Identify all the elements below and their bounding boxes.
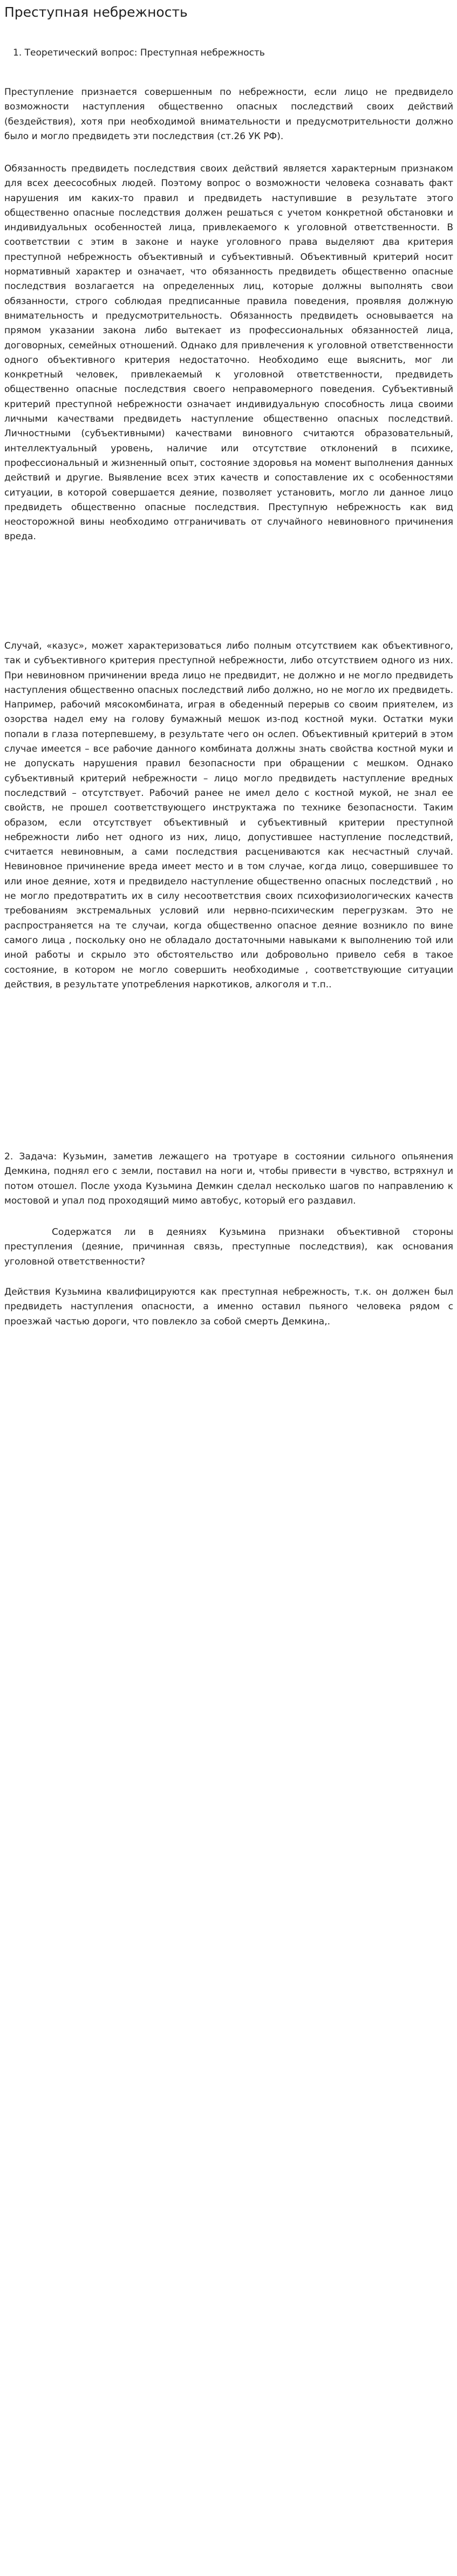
- paragraph-question: Содержатся ли в деяниях Кузьмина признаки объективной стороны преступления (деяние, причинная связь, преступные последствия), как основания уголовной ответственности?: [4, 1227, 453, 1267]
- paragraph-criteria: Обязанность предвидеть последствия своих действий является характерным признаком для всех деесособных людей. Поэтому вопрос о возможности человека сознавать факт нарушения им каких-то правил и предвидеть наступившие в результате этого общественно опасные последствия должен решаться с учетом конкретной обстановки и индивидуальных особенностей лица, привлекаемого к уголовной ответственности. В соответствии с этим в законе и науке уголовного права выделяют два критерия преступной небрежность объективный и субъективный. Объективный критерий носит нормативный характер и означает, что обязанность предвидеть общественно опасные последствия возлагается на определенных лиц, которые должны выполнять свои обязанности, строго соблюдая предписанные правила поведения, проявляя должную внимательность и предусмотрительность. Обязанность предвидеть основывается на прямом указании закона либо вытекает из профессиональных обязанностей лица, договорных, семейных отношений. Однако для привлечения к уголовной ответственности одного объективного критерия недостаточно. Необходимо еще выяснить, мог ли конкретный человек, привлекаемый к уголовной ответственности, предвидеть общественно опасные последствия своего неправомерного поведения. Субъективный критерий преступной небрежности означает индивидуальную способность лица своими личными качествами предвидеть наступление общественно опасных последствий. Личностными (субъективными) качествами виновного считаются образовательный, интеллектуальный уровень, наличие или отсутствие отклонений в психике, профессиональный и жизненный опыт, состояние здоровья на момент выполнения данных действий и другие. Выявление всех этих качеств и сопоставление их с особенностями ситуации, в которой совершается деяние, позволяет установить, могло ли данное лицо предвидеть общественно опасные последствия. Преступную небрежность как вид неосторожной вины необходимо отграничивать от случайного невиновного причинения вреда.: [4, 163, 453, 542]
- paragraph-task: 2. Задача: Кузьмин, заметив лежащего на тротуаре в состоянии сильного опьянения Демкина, поднял его с земли, поставил на ноги и, чтобы привести в чувство, встряхнул и потом отошел. После ухода Кузьмина Демкин сделал несколько шагов по направлению к мостовой и упал под проходящий мимо автобус, который его раздавил.: [4, 1151, 453, 1206]
- paragraph-answer: Действия Кузьмина квалифицируются как преступная небрежность, т.к. он должен был предвидеть наступления опасности, а именно оставил пьяного человека рядом с проезжай частью дороги, что повлекло за собой смерть Демкина,.: [4, 1287, 453, 1327]
- paragraph-definition: Преступление признается совершенным по небрежности, если лицо не предвидело возможности наступления общественно опасных последствий своих действий (бездействия), хотя при необходимой внимательности и предусмотрительности должно было и могло предвидеть эти последствия (ст.26 УК РФ).: [4, 87, 453, 142]
- list-item-theory-question: 1. Теоретический вопрос: Преступная небрежность: [13, 47, 265, 58]
- page-title: Преступная небрежность: [4, 4, 188, 20]
- paragraph-casus: Случай, «казус», может характеризоваться либо полным отсутствием как объективного, так и субъективного критерия преступной небрежности, либо отсутствием одного из них. При невиновном причинении вреда лицо не предвидит, не должно и не могло предвидеть наступления общественно опасных последствий либо должно, но не могло их предвидеть. Например, рабочий мясокомбината, играя в обеденный перерыв со своим приятелем, из озорства надел ему на голову бумажный мешок из-под костной муки. Остатки муки попали в глаза потерпевшему, в результате чего он ослеп. Объективный критерий в этом случае имеется – все рабочие данного комбината должны знать свойства костной муки и не допускать нарушения правил безопасности при обращении с мешком. Однако субъективный критерий небрежности – лицо могло предвидеть наступление вредных последствий – отсутствует. Рабочий ранее не имел дело с костной мукой, не знал ее свойств, не прошел соответствующего инструктажа по технике безопасности. Таким образом, если отсутствует объективный и субъективный критерии преступной небрежности либо нет одного из них, лицо, допустившее наступление последствий, считается невиновным, а сами последствия расцениваются как несчастный случай. Невиновное причинение вреда имеет место и в том случае, когда лицо, совершившее то или иное деяние, хотя и предвидело наступление общественно опасных последствий , но не могло предотвратить их в силу несоответствия своих психофизиологических качеств требованиям экстремальных условий или нервно-психическим перегрузкам. Это не распространяется на те случаи, когда общественно опасное деяние возникло по вине самого лица , поскольку оно не обладало достаточными навыками к выполнению той или иной работы и скрыло это обстоятельство или добровольно привело себя в такое состояние, в котором не могло совершить необходимые , соответствующие ситуации действия, в результате употребления наркотиков, алкоголя и т.п..: [4, 641, 453, 990]
